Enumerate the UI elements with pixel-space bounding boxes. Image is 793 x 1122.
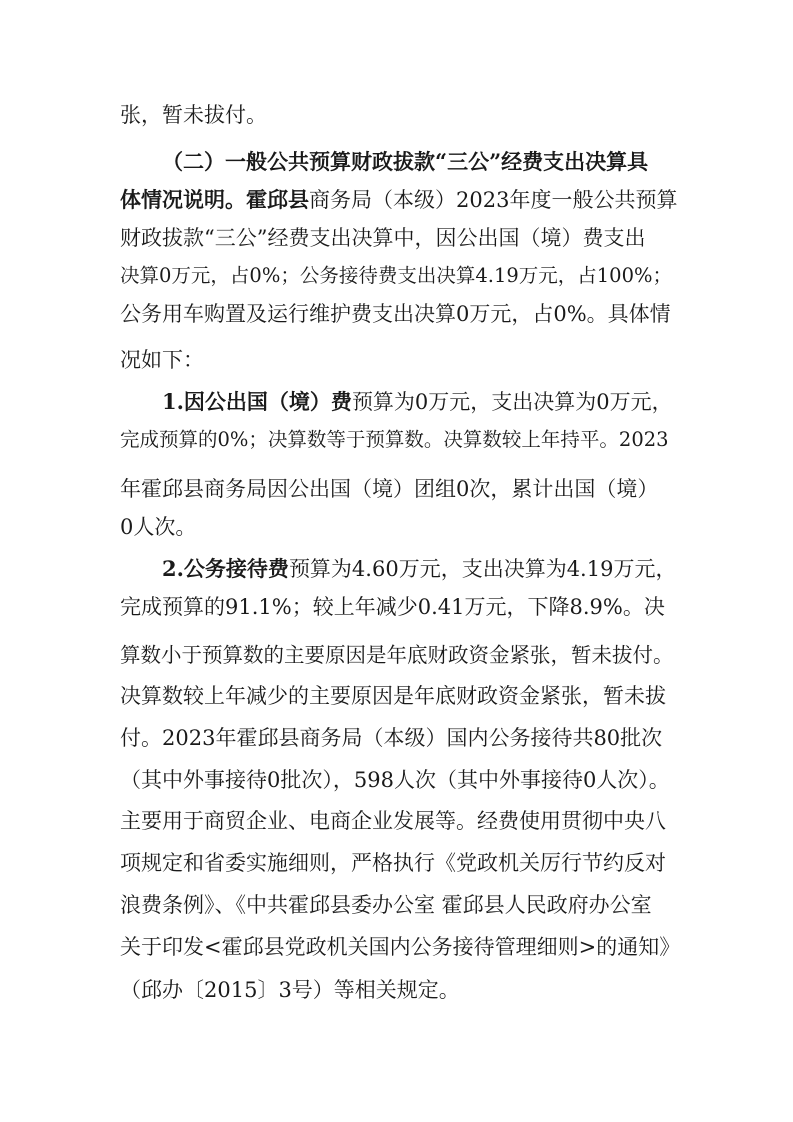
paragraph-line — [120, 977, 680, 1003]
line-text: 公务用车购置及运行维护费支出决算0万元，占0%。具体情 — [120, 302, 671, 326]
section-heading-line — [162, 149, 680, 175]
section-heading-end: 体情况说明。霍邱县 — [120, 187, 309, 212]
paragraph-line — [120, 934, 680, 960]
line-text: 张，暂未拔付。 — [120, 103, 267, 127]
paragraph-line — [120, 683, 680, 709]
paragraph-line — [162, 389, 680, 415]
item-heading: 2.公务接待费 — [162, 556, 289, 581]
line-text: 关于印发<霍邱县党政机关国内公务接待管理细则>的通知》 — [120, 935, 680, 959]
line-text: 主要用于商贸企业、电商企业发展等。经费使用贯彻中央八 — [120, 809, 666, 833]
paragraph-line — [120, 347, 680, 373]
paragraph-line — [120, 594, 680, 620]
item-heading: 1.因公出国（境）费 — [162, 389, 352, 414]
paragraph-line — [120, 301, 680, 327]
paragraph-line — [120, 767, 680, 793]
paragraph-line — [120, 850, 680, 876]
line-text: 年霍邱县商务局因公出国（境）团组0次，累计出国（境） — [120, 477, 659, 501]
line-text: 财政拔款“三公”经费支出决算中，因公出国（境）费支出 — [120, 226, 646, 250]
paragraph-line — [120, 725, 680, 751]
line-text: 算数小于预算数的主要原因是年底财政资金紧张，暂未拔付。 — [120, 643, 674, 667]
paragraph-line — [120, 476, 680, 502]
line-text: 况如下： — [120, 348, 204, 372]
line-text: （其中外事接待0批次），598人次（其中外事接待0人次）。 — [120, 768, 670, 792]
paragraph-line — [120, 102, 680, 128]
paragraph-line — [120, 808, 680, 834]
line-text: 付。2023年霍邱县商务局（本级）国内公务接待共80批次 — [120, 726, 663, 750]
paragraph-line — [120, 642, 680, 668]
line-text: 项规定和省委实施细则，严格执行《党政机关厉行节约反对 — [120, 851, 666, 875]
line-text: （邱办〔2015〕3号）等相关规定。 — [120, 978, 460, 1002]
line-text: 完成预算的0%；决算数等于预算数。决算数较上年持平。2023 — [120, 428, 669, 451]
line-text: 预算为4.60万元，支出决算为4.19万元， — [288, 557, 677, 581]
paragraph-line — [120, 263, 680, 289]
line-text: 决算数较上年减少的主要原因是年底财政资金紧张，暂未拔 — [120, 684, 666, 708]
paragraph-line — [120, 225, 680, 251]
line-text: 商务局（本级）2023年度一般公共预算 — [309, 188, 678, 212]
paragraph-line — [120, 187, 680, 213]
line-text: 0人次。 — [120, 515, 197, 539]
line-text: 完成预算的91.1%；较上年减少0.41万元，下降8.9%。决 — [120, 595, 665, 619]
paragraph-line — [120, 427, 680, 453]
section-heading: （二）一般公共预算财政拔款“三公”经费支出决算具 — [162, 149, 649, 174]
line-text: 决算0万元，占0%；公务接待费支出决算4.19万元，占100%； — [120, 264, 673, 287]
line-text: 浪费条例》、《中共霍邱县委办公室 霍邱县人民政府办公室 — [120, 893, 652, 917]
paragraph-line — [120, 514, 680, 540]
paragraph-line — [162, 556, 680, 582]
line-text: 预算为0万元，支出决算为0万元， — [351, 390, 673, 414]
paragraph-line — [120, 892, 680, 918]
